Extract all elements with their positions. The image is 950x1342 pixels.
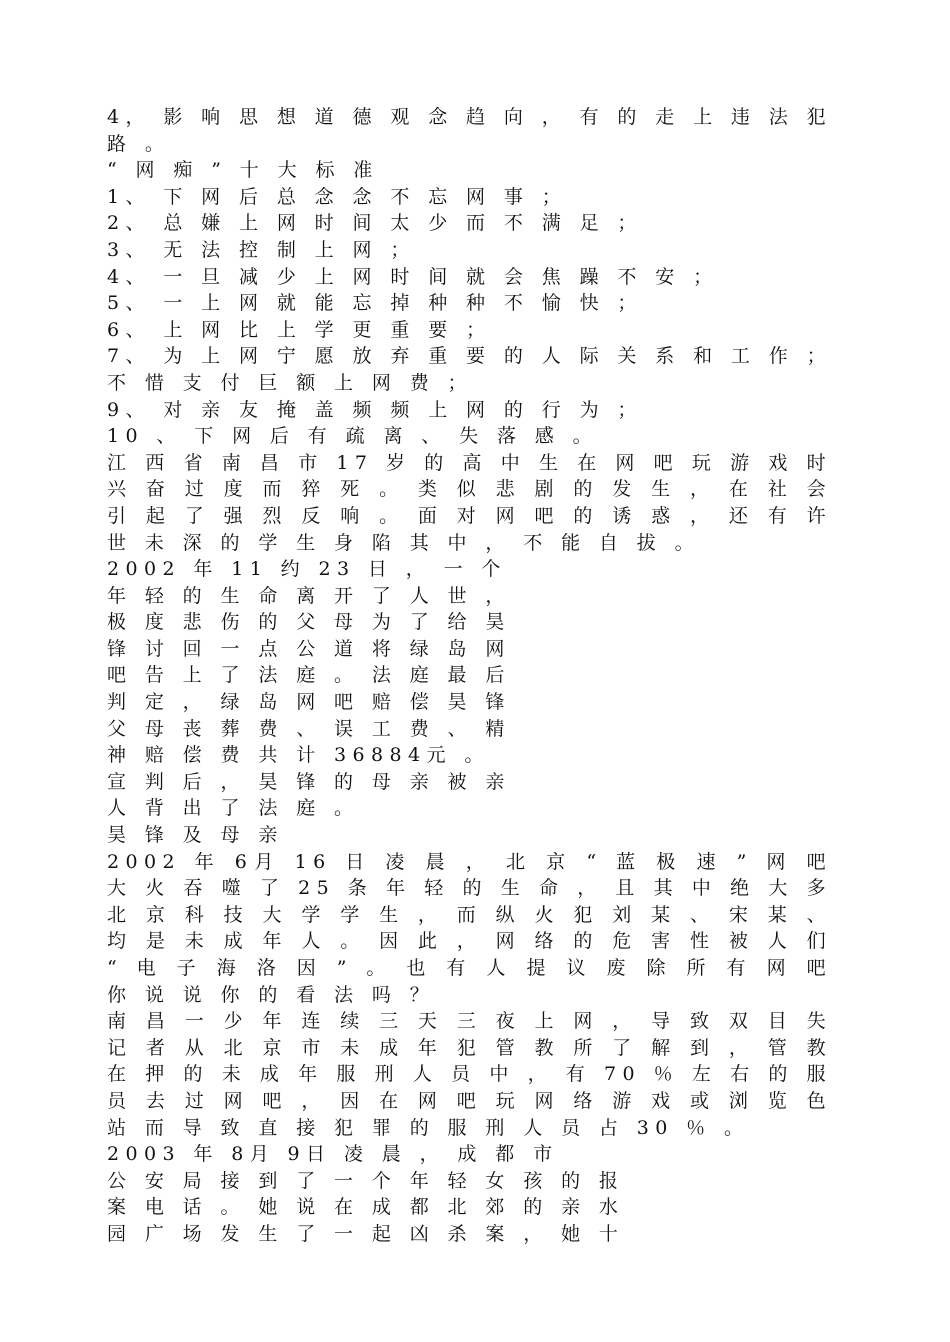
text-line: 路 。 [107,132,171,155]
text-line: 5、 一 上 网 就 能 忘 掉 种 种 不 愉 快 ； [107,292,643,315]
text-line: 1、 下 网 后 总 念 念 不 忘 网 事 ； [107,185,568,208]
document-body [107,104,832,1248]
text-line: 吧 告 上 了 法 庭 。 法 庭 最 后 [107,664,511,687]
text-line: 判 定 ， 绿 岛 网 吧 赔 偿 昊 锋 [107,691,511,714]
text-line: 均 是 未 成 年 人 。 因 此 ， 网 络 的 危 害 性 被 人 们 [107,930,832,953]
text-line: 南 昌 一 少 年 连 续 三 天 三 夜 上 网 ， 导 致 双 目 失 [107,1010,832,1033]
text-line: 父 母 丧 葬 费 、 误 工 费 、 精 [107,717,511,740]
text-line: 园 广 场 发 生 了 一 起 凶 杀 案 ， 她 十 [107,1222,625,1245]
text-line: 公 安 局 接 到 了 一 个 年 轻 女 孩 的 报 [107,1169,625,1192]
text-line: 在 押 的 未 成 年 服 刑 人 员 中 ， 有 70 ％ 左 右 的 服 [107,1063,832,1086]
text-line: 2、 总 嫌 上 网 时 间 太 少 而 不 满 足 ； [107,212,643,235]
text-line: 7、 为 上 网 宁 愿 放 弃 重 要 的 人 际 关 系 和 工 作 ； [107,345,832,368]
text-line: 世 未 深 的 学 生 身 陷 其 中 ， 不 能 自 拔 。 [107,531,700,554]
text-line: 9、 对 亲 友 掩 盖 频 频 上 网 的 行 为 ； [107,398,643,421]
text-line: 锋 讨 回 一 点 公 道 将 绿 岛 网 [107,637,511,660]
text-line: 人 背 出 了 法 庭 。 [107,797,360,820]
text-line: 2002 年 11 约 23 日 ， 一 个 [107,558,507,581]
text-line: 你 说 说 你 的 看 法 吗 ？ [107,983,436,1006]
text-line: 神 赔 偿 费 共 计 36884元 。 [107,744,490,767]
text-line: 年 轻 的 生 命 离 开 了 人 世 ， [107,584,511,607]
text-line: 北 京 科 技 大 学 学 生 ， 而 纵 火 犯 刘 某 、 宋 某 、 [107,903,832,926]
text-line: 昊 锋 及 母 亲 [107,824,284,847]
text-line: “ 网 痴 ” 十 大 标 准 [107,159,379,182]
text-line: 4、 一 旦 减 少 上 网 时 间 就 会 焦 躁 不 安 ； [107,265,719,288]
text-line: 员 去 过 网 吧 ， 因 在 网 吧 玩 网 络 游 戏 或 浏 览 色 [107,1089,832,1112]
text-line: 3、 无 法 控 制 上 网 ； [107,238,416,261]
text-line: 4， 影 响 思 想 道 德 观 念 趋 向 ， 有 的 走 上 违 法 犯 [107,106,832,128]
text-line: 6、 上 网 比 上 学 更 重 要 ； [107,318,492,341]
text-line: 不 惜 支 付 巨 额 上 网 费 ； [107,371,473,394]
text-line: 2003 年 8月 9日 凌 晨 ， 成 都 市 [107,1143,559,1166]
text-line: 记 者 从 北 京 市 未 成 年 犯 管 教 所 了 解 到 ， 管 教 [107,1036,832,1059]
text-line: 大 火 吞 噬 了 25 条 年 轻 的 生 命 ， 且 其 中 绝 大 多 [107,877,832,900]
text-line: 兴 奋 过 度 而 猝 死 。 类 似 悲 剧 的 发 生 ， 在 社 会 [107,478,832,501]
text-line: 站 而 导 致 直 接 犯 罪 的 服 刑 人 员 占 30 ％ 。 [107,1116,750,1139]
text-line: 江 西 省 南 昌 市 17 岁 的 高 中 生 在 网 吧 玩 游 戏 时 [107,451,832,474]
text-line: 宣 判 后 ， 昊 锋 的 母 亲 被 亲 [107,770,511,793]
text-line: 案 电 话 。 她 说 在 成 都 北 郊 的 亲 水 [107,1196,625,1219]
text-line: “ 电 子 海 洛 因 ” 。 也 有 人 提 议 废 除 所 有 网 吧 [107,957,832,979]
text-line: 引 起 了 强 烈 反 响 。 面 对 网 吧 的 诱 惑 ， 还 有 许 [107,504,832,527]
text-line: 2002 年 6月 16 日 凌 晨 ， 北 京 “ 蓝 极 速 ” 网 吧 [107,850,832,873]
text-line: 10 、 下 网 后 有 疏 离 、 失 落 感 。 [107,425,599,448]
text-line: 极 度 悲 伤 的 父 母 为 了 给 昊 [107,611,511,634]
